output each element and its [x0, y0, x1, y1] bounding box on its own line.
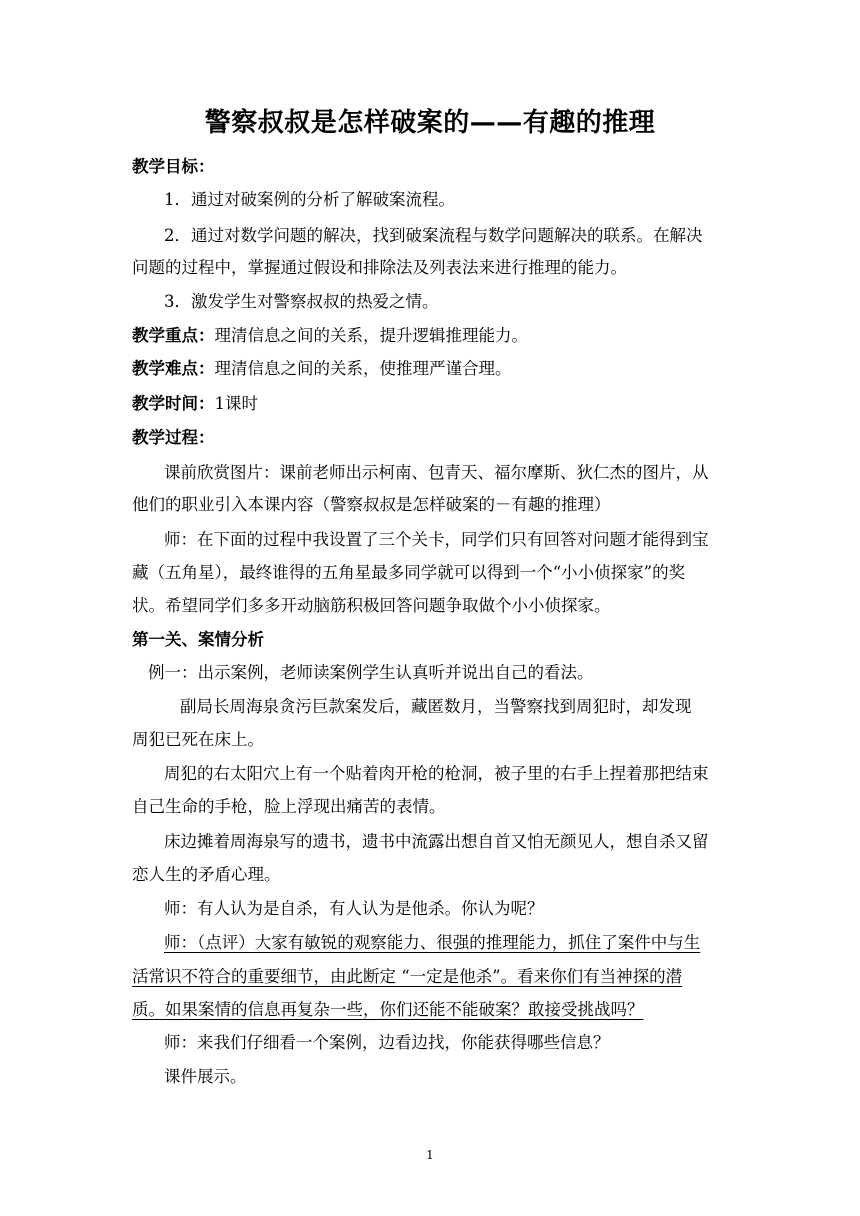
time-label: 教学时间： [132, 394, 215, 413]
time-text: 1课时 [214, 394, 258, 413]
level-1-heading: 第一关、案情分析 [132, 630, 264, 649]
case-line-1: 副局长周海泉贪污巨款案发后，藏匿数月，当警察找到周犯时，却发现 [180, 697, 692, 716]
process-heading: 教学过程： [132, 428, 215, 447]
case-line-4: 自己生命的手枪，脸上浮现出痛苦的表情。 [132, 797, 446, 816]
key-point-label: 教学重点： [132, 326, 215, 345]
objective-2-line-1: 2．通过对数学问题的解决，找到破案流程与数学问题解决的联系。在解决 [164, 226, 703, 245]
case-line-3: 周犯的右太阳穴上有一个贴着肉开枪的枪洞，被子里的右手上捏着那把结束 [164, 764, 709, 783]
difficulty-point [132, 358, 732, 380]
objective-3: 3．激发学生对警察叔叔的热爱之情。 [164, 292, 439, 311]
objective-1: 1．通过对破案例的分析了解破案流程。 [164, 190, 455, 209]
case-line-5: 床边摊着周海泉写的遗书，遗书中流露出想自首又怕无颜见人，想自杀又留 [164, 832, 709, 851]
courseware-display: 课件展示。 [164, 1067, 247, 1086]
paragraph-1-line-1: 课前欣赏图片：课前老师出示柯南、包青天、福尔摩斯、狄仁杰的图片，从 [164, 463, 709, 482]
objectives-heading: 教学目标： [132, 157, 215, 176]
document-title: 警察叔叔是怎样破案的——有趣的推理 [204, 108, 656, 138]
paragraph-2-line-1: 师：在下面的过程中我设置了三个关卡，同学们只有回答对问题才能得到宝 [164, 530, 709, 549]
objective-2-line-2: 问题的过程中，掌握通过假设和排除法及列表法来进行推理的能力。 [132, 258, 627, 277]
difficulty-text: 理清信息之间的关系，使推理严谨合理。 [214, 359, 512, 378]
paragraph-2-line-2: 藏（五角星），最终谁得的五角星最多同学就可以得到一个“小小侦探家”的奖 [132, 563, 686, 582]
difficulty-label: 教学难点： [132, 359, 215, 378]
comment-line-1: 师：（点评）大家有敏锐的观察能力、很强的推理能力，抓住了案件中与生 [164, 933, 701, 952]
paragraph-2-line-3: 状。希望同学们多多开动脑筋积极回答问题争取做个小小侦探家。 [132, 596, 611, 615]
question-2: 师：来我们仔细看一个案例，边看边找，你能获得哪些信息？ [164, 1033, 610, 1052]
page-number: 1 [426, 1148, 434, 1162]
key-point-text: 理清信息之间的关系，提升逻辑推理能力。 [214, 326, 528, 345]
comment-line-3: 质。如果案情的信息再复杂一些，你们还能不能破案？敢接受挑战吗？ [132, 1000, 644, 1019]
teaching-time [132, 393, 732, 415]
key-point [132, 325, 732, 347]
paragraph-1-line-2: 他们的职业引入本课内容（警察叔叔是怎样破案的－有趣的推理） [132, 495, 611, 514]
example-1: 例一：出示案例，老师读案例学生认真听并说出自己的看法。 [148, 663, 594, 682]
case-line-6: 恋人生的矛盾心理。 [132, 865, 281, 884]
case-line-2: 周犯已死在床上。 [132, 730, 264, 749]
comment-line-2: 活常识不符合的重要细节，由此断定 “一定是他杀”。看来你们有当神探的潜 [132, 967, 683, 986]
question-1: 师：有人认为是自杀，有人认为是他杀。你认为呢？ [164, 899, 544, 918]
